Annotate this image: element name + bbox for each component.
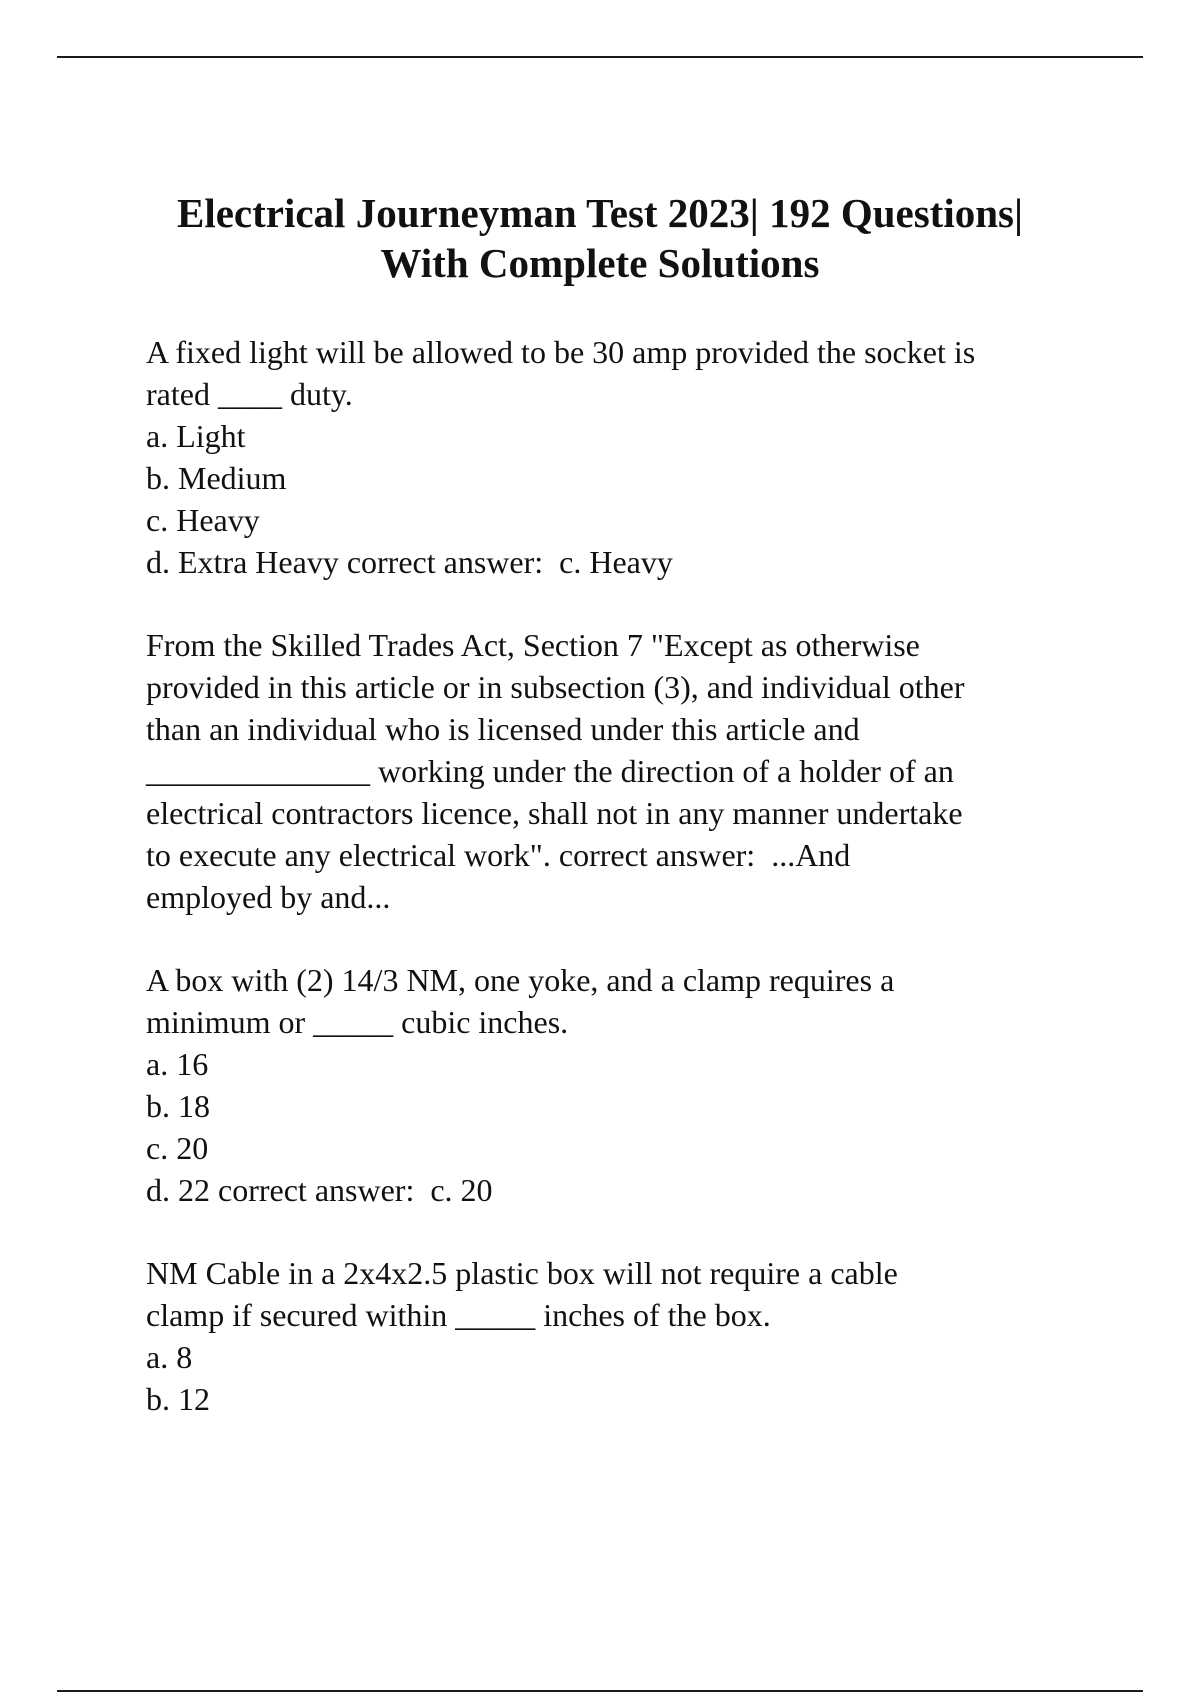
question-line: A box with (2) 14/3 NM, one yoke, and a clamp requires a — [146, 962, 895, 998]
question-line-with-correct-answer: to execute any electrical work". correct answer: ...And — [146, 837, 851, 873]
answer-option-with-correct-answer: d. 22 correct answer: c. 20 — [146, 1172, 493, 1208]
question-line: clamp if secured within _____ inches of the box. — [146, 1297, 771, 1333]
question-4-text — [146, 1252, 1146, 1420]
answer-option-with-correct-answer: d. Extra Heavy correct answer: c. Heavy — [146, 544, 673, 580]
answer-option: a. Light — [146, 418, 246, 454]
answer-option: c. Heavy — [146, 502, 260, 538]
document-title — [120, 188, 1080, 288]
question-line: ______________ working under the direction of a holder of an — [146, 753, 954, 789]
question-line: From the Skilled Trades Act, Section 7 "Except as otherwise — [146, 627, 920, 663]
answer-option: c. 20 — [146, 1130, 209, 1166]
correct-answer-continuation: employed by and... — [146, 879, 391, 915]
title-line-1: Electrical Journeyman Test 2023| 192 Questions| — [176, 190, 1024, 236]
answer-option: a. 16 — [146, 1046, 209, 1082]
question-1 — [146, 331, 1146, 583]
question-line: than an individual who is licensed under this article and — [146, 711, 860, 747]
top-rule — [57, 56, 1143, 58]
title-line-2: With Complete Solutions — [380, 240, 820, 286]
question-line: provided in this article or in subsection (3), and individual other — [146, 669, 965, 705]
question-list — [146, 331, 1146, 1461]
question-line: A fixed light will be allowed to be 30 amp provided the socket is — [146, 334, 976, 370]
question-line: NM Cable in a 2x4x2.5 plastic box will not require a cable — [146, 1255, 898, 1291]
bottom-rule — [57, 1690, 1143, 1692]
question-3-text — [146, 959, 1146, 1211]
question-line: electrical contractors licence, shall not in any manner undertake — [146, 795, 963, 831]
question-2-text — [146, 624, 1146, 918]
answer-option: b. 12 — [146, 1381, 210, 1417]
question-line: minimum or _____ cubic inches. — [146, 1004, 569, 1040]
question-1-text — [146, 331, 1146, 583]
answer-option: a. 8 — [146, 1339, 193, 1375]
question-line: rated ____ duty. — [146, 376, 353, 412]
question-4 — [146, 1252, 1146, 1420]
answer-option: b. Medium — [146, 460, 287, 496]
question-3 — [146, 959, 1146, 1211]
answer-option: b. 18 — [146, 1088, 210, 1124]
question-2 — [146, 624, 1146, 918]
